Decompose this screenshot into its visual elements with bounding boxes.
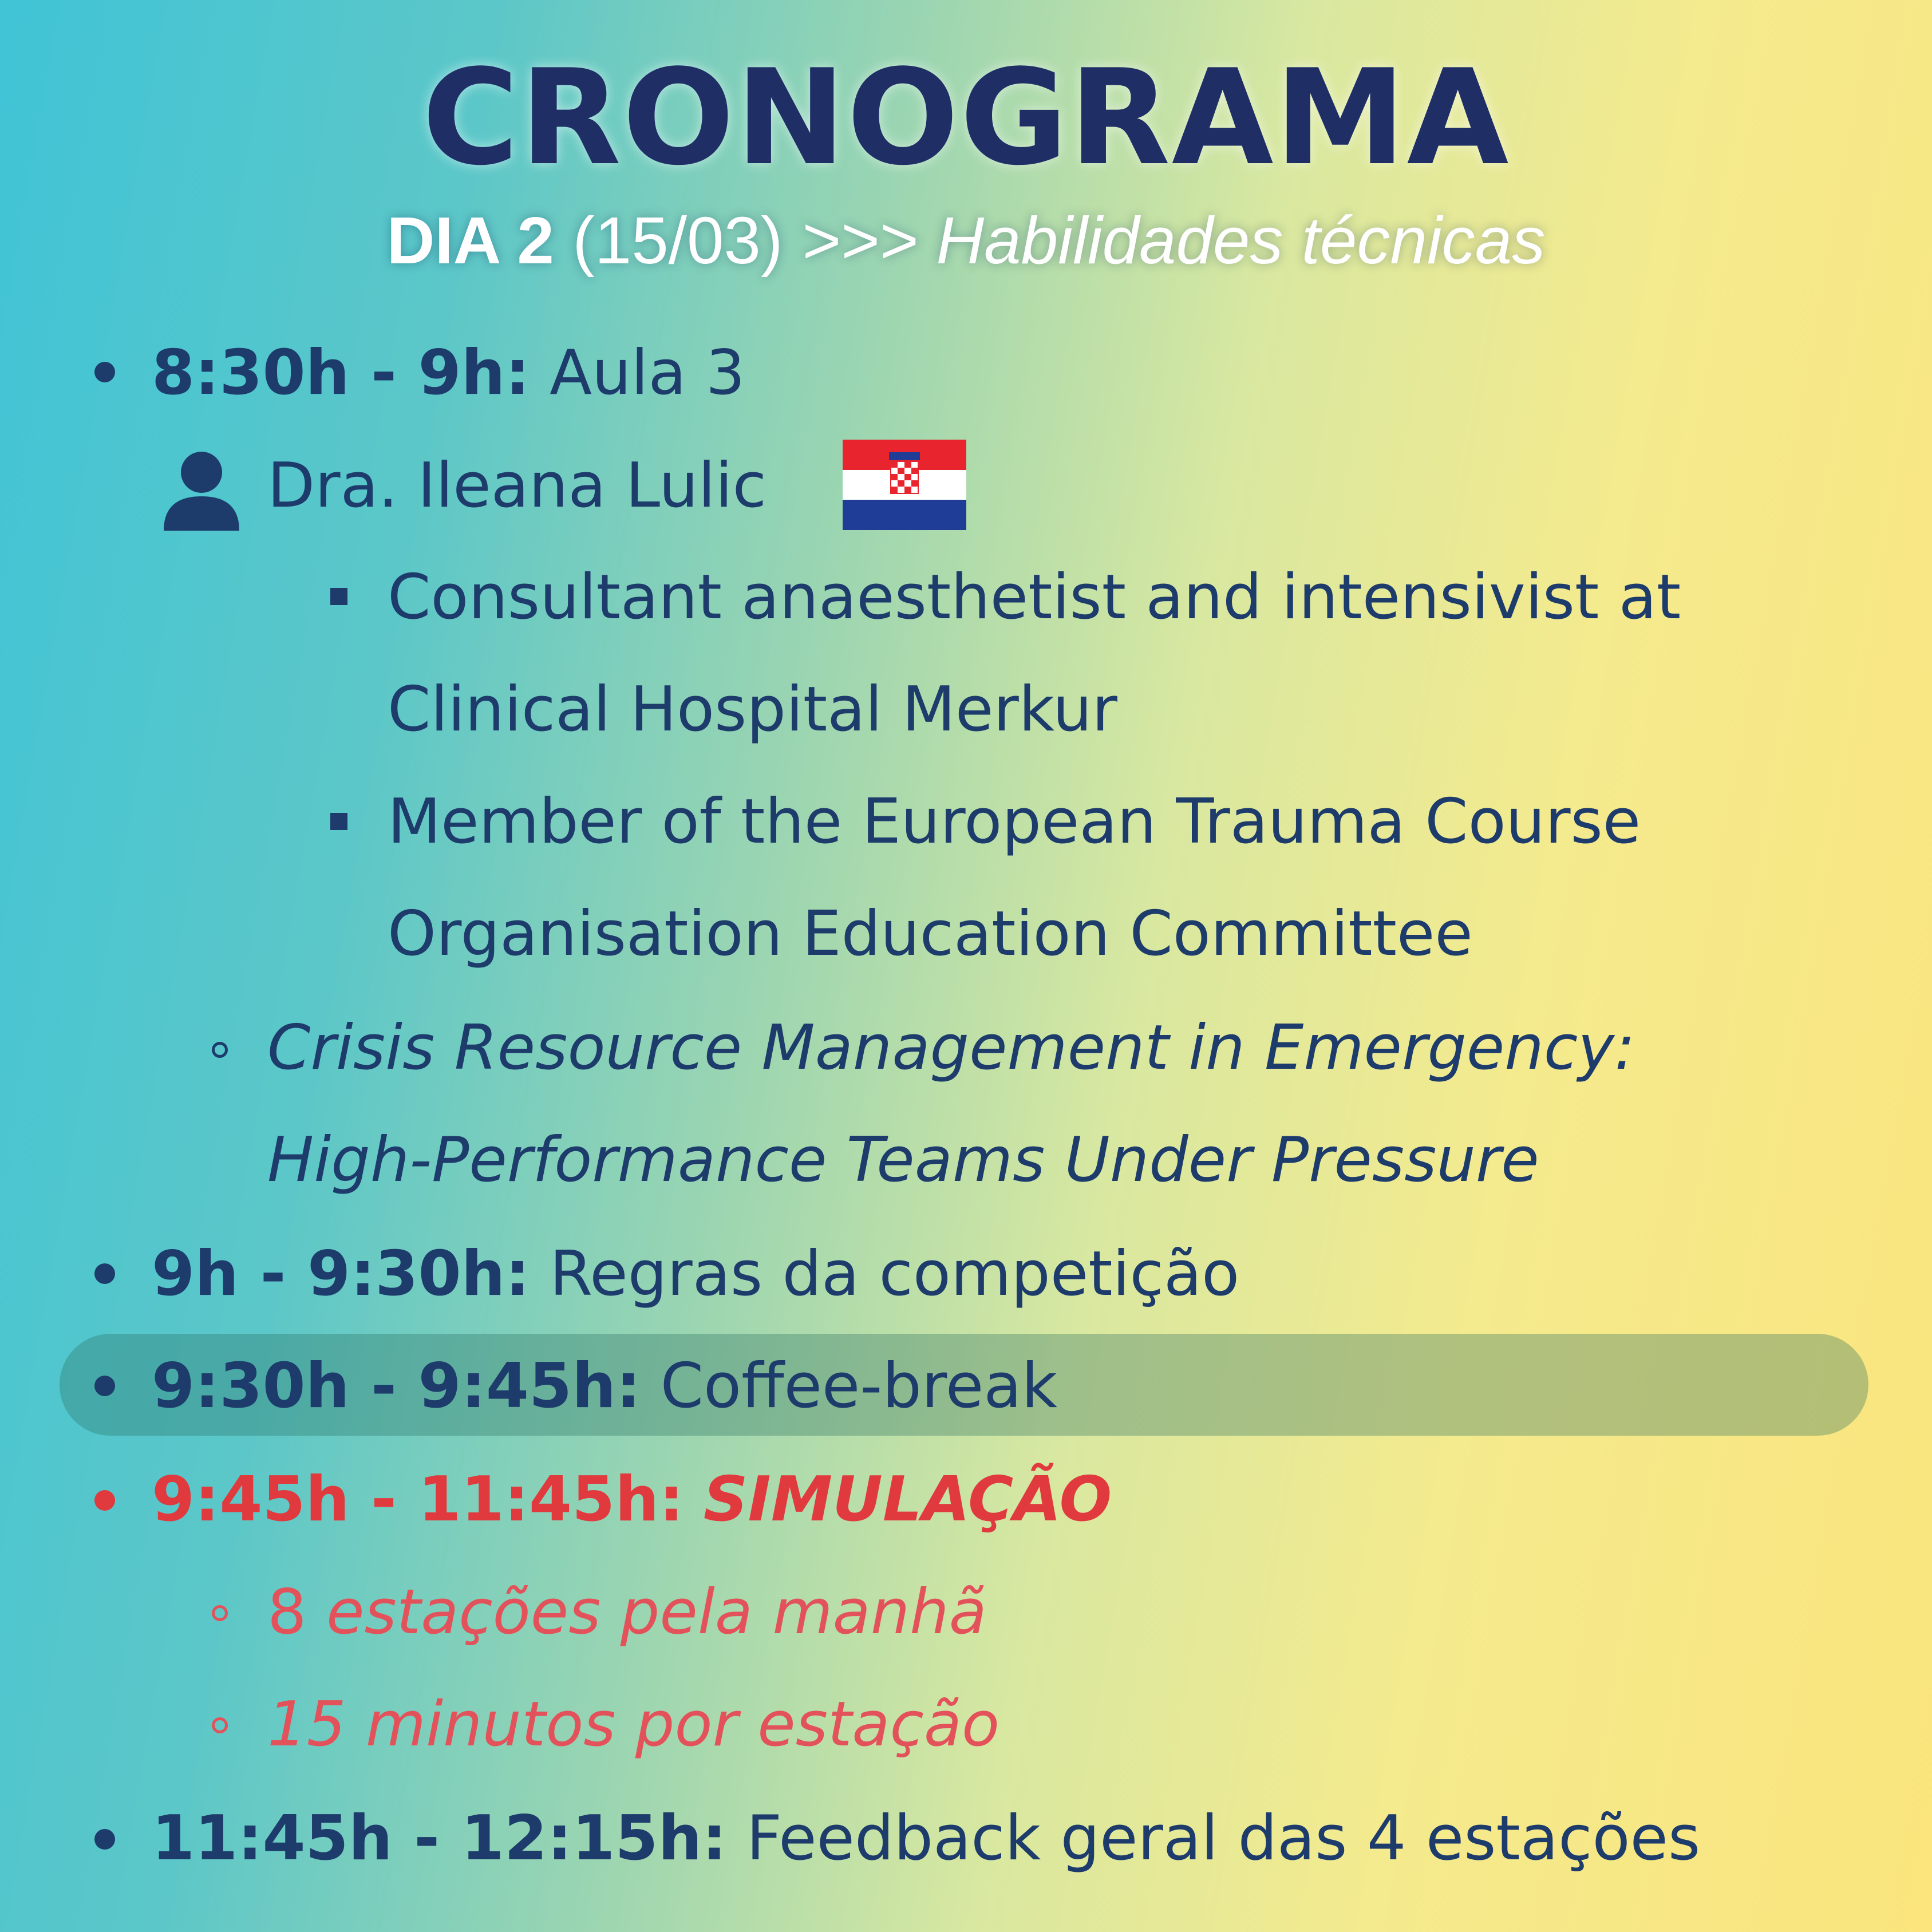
bullet-dot-icon xyxy=(94,1490,115,1511)
bullet-dot-icon xyxy=(94,1829,115,1850)
schedule-item-simulacao xyxy=(152,1464,1112,1535)
day-label: DIA 2 xyxy=(386,203,554,278)
schedule-time: 9:30h - 9:45h: xyxy=(152,1350,641,1422)
ring-bullet-icon xyxy=(212,1042,228,1058)
bio-line: Consultant anaesthetist and intensivist at xyxy=(388,562,1681,633)
sim-detail-text: estações pela manhã xyxy=(326,1577,987,1648)
schedule-time: 9h - 9:30h: xyxy=(152,1238,530,1310)
bullet-dot-icon xyxy=(94,1376,115,1396)
bullet-dot-icon xyxy=(94,362,115,382)
schedule-label: SIMULAÇÃO xyxy=(703,1464,1112,1535)
schedule-label: Aula 3 xyxy=(550,337,745,409)
date-label: (15/03) xyxy=(572,203,783,278)
sim-detail-number: 8 xyxy=(267,1577,307,1648)
talk-title-line: Crisis Resource Management in Emergency: xyxy=(267,1012,1635,1084)
schedule-item-regras xyxy=(152,1238,1240,1310)
person-icon xyxy=(159,447,244,532)
ring-bullet-icon xyxy=(212,1717,228,1733)
bio-line: Clinical Hospital Merkur xyxy=(388,674,1117,745)
schedule-item-feedback xyxy=(152,1803,1701,1874)
schedule-item-coffee xyxy=(152,1350,1058,1422)
bio-line: Organisation Education Committee xyxy=(388,898,1473,970)
schedule-time: 8:30h - 9h: xyxy=(152,337,530,409)
bio-line: Member of the European Trauma Course xyxy=(388,786,1641,858)
arrows-label: >>> xyxy=(801,203,918,278)
ring-bullet-icon xyxy=(212,1605,228,1621)
schedule-item-aula3 xyxy=(152,337,745,409)
bullet-dot-icon xyxy=(94,1263,115,1284)
square-bullet-icon xyxy=(330,588,347,605)
schedule-label: Feedback geral das 4 estações xyxy=(746,1803,1701,1874)
schedule-label: Regras da competição xyxy=(550,1238,1240,1310)
schedule-label: Coffee-break xyxy=(660,1350,1058,1422)
page-subtitle xyxy=(0,203,1932,278)
schedule-time: 11:45h - 12:15h: xyxy=(152,1803,727,1874)
page-title: CRONOGRAMA xyxy=(422,42,1510,195)
talk-title-line: High-Performance Teams Under Pressure xyxy=(267,1124,1539,1196)
sim-detail-text: 15 minutos por estação xyxy=(267,1689,1000,1760)
speaker-name: Dra. Ileana Lulic xyxy=(267,450,767,521)
sim-detail xyxy=(267,1577,987,1648)
theme-label: Habilidades técnicas xyxy=(936,203,1546,278)
croatia-flag-icon xyxy=(843,440,966,530)
square-bullet-icon xyxy=(330,813,347,830)
schedule-time: 9:45h - 11:45h: xyxy=(152,1464,684,1535)
